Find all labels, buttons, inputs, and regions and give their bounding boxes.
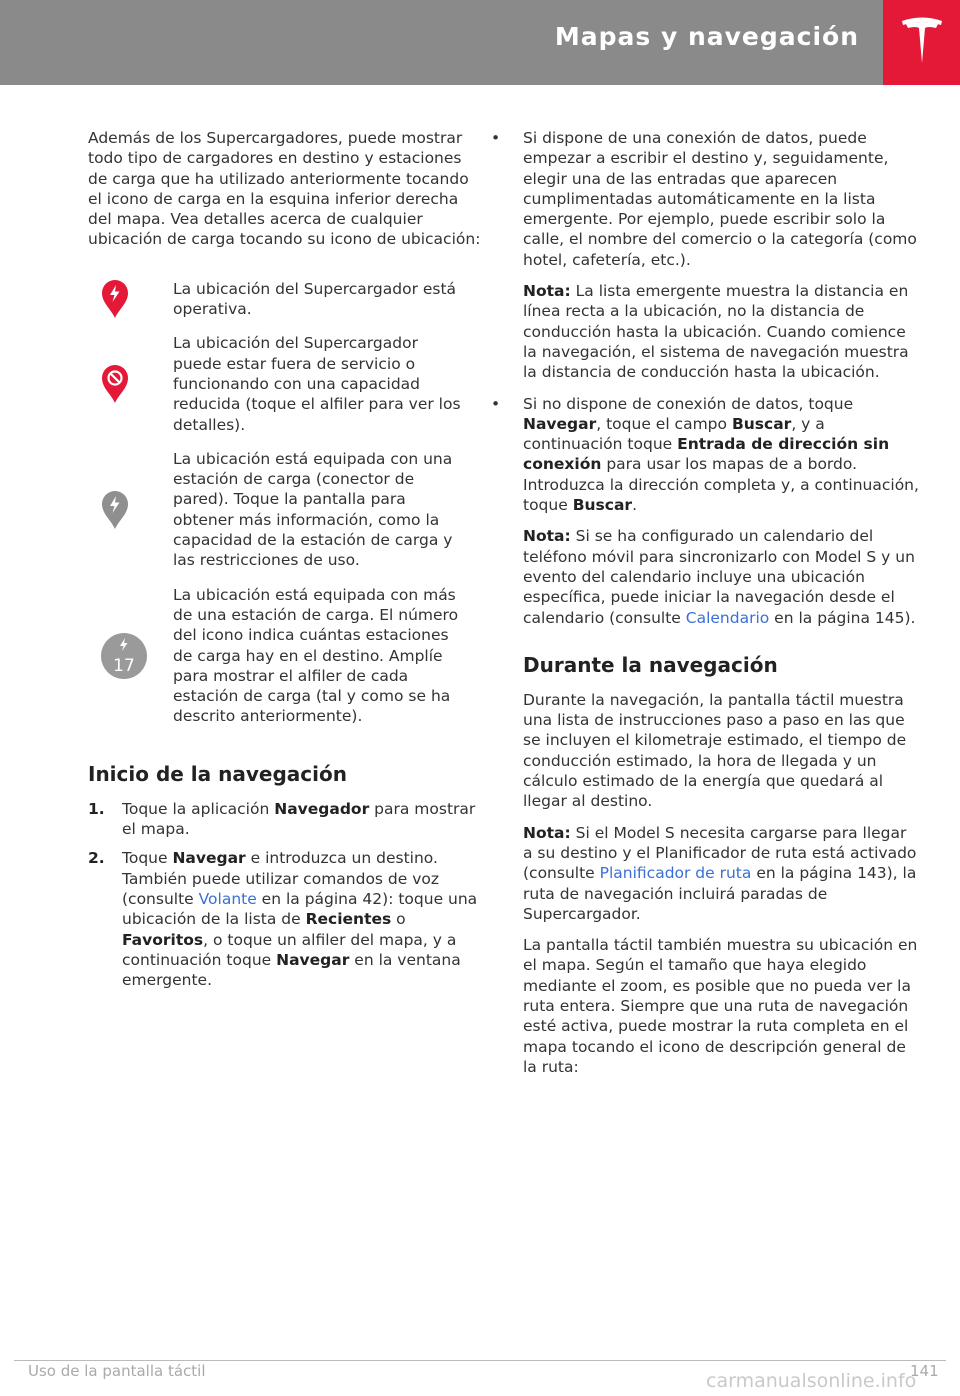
- station-count: 17: [113, 655, 135, 676]
- icon-legend-row: [88, 279, 483, 320]
- list-item: • Si no dispone de conexión de datos, toque Navegar, toque el campo Buscar, y a continuación toque Entrada de dirección sin conexión para usar los mapas de a bordo. Introduzca la dirección completa y, a continuación, toque Buscar.: [455, 394, 919, 516]
- footer-divider: [14, 1360, 946, 1361]
- section-heading-during: Durante la navegación: [523, 652, 778, 677]
- page-title: Mapas y navegación: [554, 22, 859, 51]
- paragraph: La pantalla táctil también muestra su ubicación en el mapa. Según el tamaño que haya elegido mediante el zoom, es posible que no pueda ver la ruta entera. Siempre que una ruta de navegación esté activa, puede mostrar la ruta completa en el mapa tocando el icono de descripción general de la ruta:: [523, 936, 918, 1076]
- brand-logo: [883, 0, 960, 85]
- watermark: carmanualsonline.info: [706, 1370, 917, 1392]
- paragraph: Durante la navegación, la pantalla táctil muestra una lista de instrucciones paso a paso en las que se incluyen el kilometraje estimado, el tiempo de conducción estimado, la hora de llegada y un cálculo estimado de la energía que quedará al llegar al destino.: [523, 690, 907, 811]
- wall-connector-pin-icon: [100, 490, 130, 530]
- link-volante[interactable]: Volante: [198, 889, 257, 908]
- icon-legend-row: [88, 585, 483, 727]
- tesla-logo-icon: [900, 15, 944, 67]
- page-header: [0, 0, 883, 85]
- icon-legend-row: [88, 449, 483, 571]
- note-trip-planner: Nota: Si el Model S necesita cargarse para llegar a su destino y el Planificador de ruta está activado (consulte Planificador de ruta en la página 143), la ruta de navegación incluirá paradas de Supercargador.: [523, 823, 917, 923]
- list-item: 2. Toque Navegar e introduzca un destino. También puede utilizar comandos de voz (consulte Volante en la página 42): toque una ubicación de la lista de Recientes o Favoritos, o toque un alfiler del mapa, y a continuación toque Navegar en la ventana emergente.: [88, 849, 478, 990]
- intro-paragraph: Además de los Supercargadores, puede mostrar todo tipo de cargadores en destino y estaciones de carga que ha utilizado anteriormente tocando el icono de carga en la esquina inferior derecha del mapa. Vea detalles acerca de cualquier ubicación de carga tocando su icono de ubicación:: [88, 129, 481, 249]
- footer-section-name: Uso de la pantalla táctil: [28, 1362, 206, 1380]
- bullet-icon: •: [491, 394, 501, 413]
- icon-legend-row: [88, 333, 483, 434]
- bullet-icon: •: [491, 129, 501, 147]
- link-calendario[interactable]: Calendario: [685, 608, 770, 627]
- icon-description: La ubicación está equipada con más de una estación de carga. El número del icono indica cuántas estaciones de carga hay en el destino. Amplíe para mostrar el alfiler de cada estación de carga (tal y como se ha descrito anteriormente).: [173, 585, 459, 726]
- list-item: 1. Toque la aplicación Navegador para mostrar el mapa.: [88, 799, 476, 839]
- icon-description: La ubicación del Supercargador puede estar fuera de servicio o funcionando con una capacidad reducida (toque el alfiler para ver los detalles).: [173, 334, 461, 434]
- section-heading-start: Inicio de la navegación: [88, 761, 347, 786]
- page-number: 141: [910, 1362, 939, 1380]
- multiple-stations-cluster-icon: [100, 632, 148, 680]
- icon-description: La ubicación del Supercargador está operativa.: [173, 279, 457, 319]
- supercharger-operational-pin-icon: [100, 279, 130, 319]
- supercharger-limited-pin-icon: [100, 364, 130, 404]
- left-column: [88, 128, 483, 999]
- note-calendar: Nota: Si se ha configurado un calendario del teléfono móvil para sincronizarlo con Model S y un evento del calendario incluye una ubicación específica, puede iniciar la navegación desde el calendario (consulte Calendario en la página 145).: [523, 527, 916, 627]
- icon-description: La ubicación está equipada con una estación de carga (conector de pared). Toque la pantalla para obtener más información, como la capacidad de la estación de carga y las restricciones de uso.: [173, 449, 453, 570]
- list-item: • Si dispone de una conexión de datos, puede empezar a escribir el destino y, seguidamente, elegir una de las entradas que aparecen cumplimentadas automáticamente en la lista emergente. Por ejemplo, puede escribir solo la calle, el nombre del comercio o la categoría (como hotel, cafetería, etc.). Nota: La lista emergente muestra la distancia en línea recta a la ubicación, no la distancia de conducción hasta la ubicación. Cuando comience la navegación, el sistema de navegación muestra la distancia de conducción hasta la ubicación.: [455, 128, 919, 383]
- right-column: [491, 128, 919, 1088]
- link-planificador[interactable]: Planificador de ruta: [599, 864, 752, 883]
